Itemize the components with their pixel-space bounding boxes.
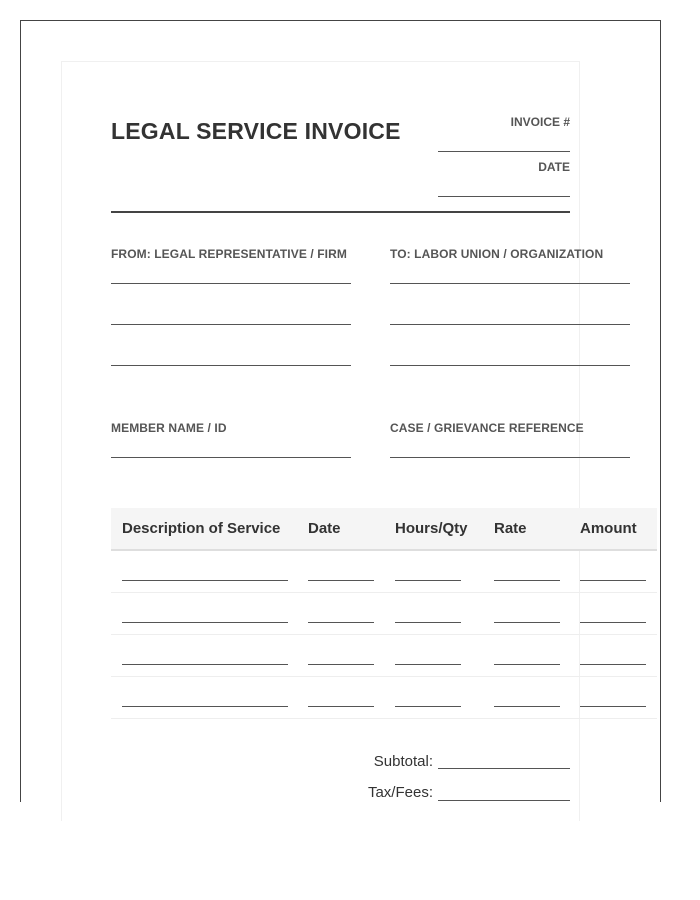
row-1-description[interactable]: [122, 580, 288, 581]
to-label: TO: LABOR UNION / ORGANIZATION: [390, 247, 604, 261]
row-1-rate[interactable]: [494, 580, 560, 581]
row-4-description[interactable]: [122, 706, 288, 707]
date-field[interactable]: [438, 196, 570, 197]
to-line-1[interactable]: [390, 283, 630, 284]
invoice-number-field[interactable]: [438, 151, 570, 152]
member-field[interactable]: [111, 457, 351, 458]
to-line-2[interactable]: [390, 324, 630, 325]
col-header-hours: Hours/Qty: [395, 520, 468, 537]
invoice-sheet: [61, 61, 580, 821]
row-divider: [111, 634, 657, 635]
row-3-amount[interactable]: [580, 664, 646, 665]
from-line-3[interactable]: [111, 365, 351, 366]
row-3-date[interactable]: [308, 664, 374, 665]
row-divider: [111, 718, 657, 719]
row-3-description[interactable]: [122, 664, 288, 665]
tax-field[interactable]: [438, 800, 570, 801]
row-2-rate[interactable]: [494, 622, 560, 623]
col-header-rate: Rate: [494, 520, 527, 537]
col-header-description: Description of Service: [122, 520, 281, 537]
header-divider: [111, 211, 570, 213]
case-label: CASE / GRIEVANCE REFERENCE: [390, 421, 584, 435]
row-4-amount[interactable]: [580, 706, 646, 707]
to-line-3[interactable]: [390, 365, 630, 366]
col-header-amount: Amount: [580, 520, 637, 537]
tax-label: Tax/Fees:: [367, 784, 433, 801]
member-label: MEMBER NAME / ID: [111, 421, 227, 435]
row-2-date[interactable]: [308, 622, 374, 623]
subtotal-label: Subtotal:: [373, 753, 433, 770]
case-field[interactable]: [390, 457, 630, 458]
from-label: FROM: LEGAL REPRESENTATIVE / FIRM: [111, 247, 347, 261]
row-divider: [111, 676, 657, 677]
date-label: DATE: [538, 160, 570, 174]
row-4-hours[interactable]: [395, 706, 461, 707]
row-2-amount[interactable]: [580, 622, 646, 623]
from-line-2[interactable]: [111, 324, 351, 325]
row-4-date[interactable]: [308, 706, 374, 707]
row-4-rate[interactable]: [494, 706, 560, 707]
invoice-number-label: INVOICE #: [510, 115, 570, 129]
col-header-date: Date: [308, 520, 341, 537]
row-2-hours[interactable]: [395, 622, 461, 623]
invoice-title: LEGAL SERVICE INVOICE: [111, 118, 401, 144]
row-1-date[interactable]: [308, 580, 374, 581]
row-1-amount[interactable]: [580, 580, 646, 581]
subtotal-field[interactable]: [438, 768, 570, 769]
row-1-hours[interactable]: [395, 580, 461, 581]
row-divider: [111, 592, 657, 593]
row-3-rate[interactable]: [494, 664, 560, 665]
from-line-1[interactable]: [111, 283, 351, 284]
row-3-hours[interactable]: [395, 664, 461, 665]
row-2-description[interactable]: [122, 622, 288, 623]
